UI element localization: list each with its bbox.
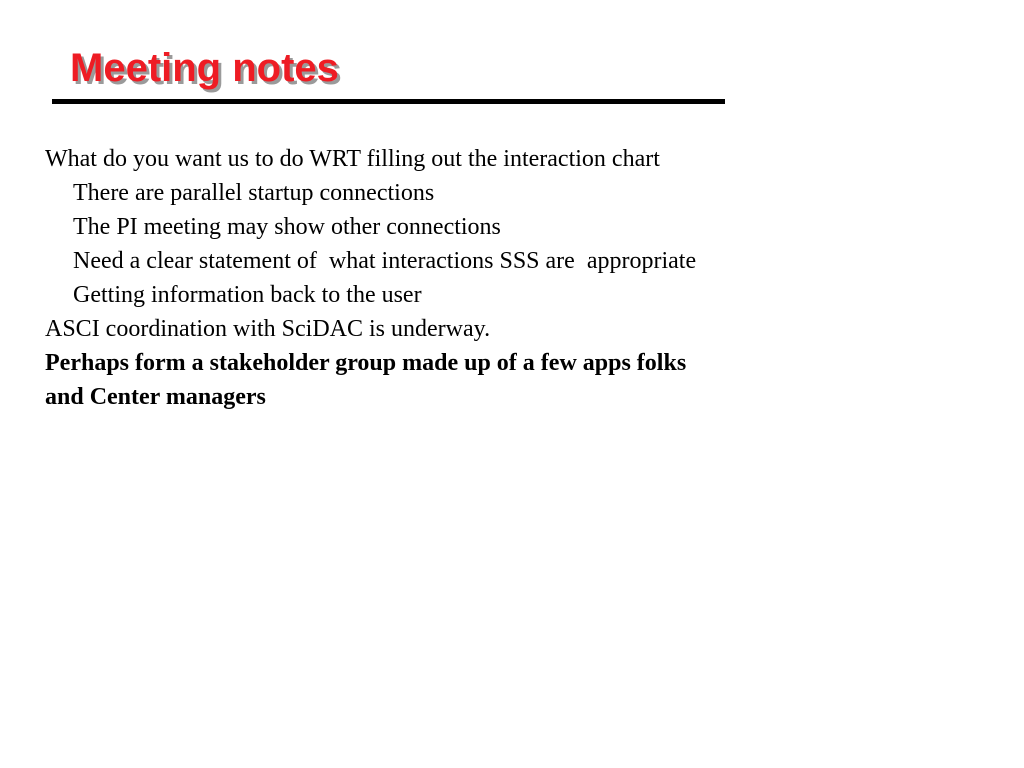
slide-title: Meeting notes xyxy=(70,46,339,90)
note-subline-info-back-to-user: Getting information back to the user xyxy=(73,282,422,308)
note-subline-pi-meeting: The PI meeting may show other connections xyxy=(73,214,501,240)
note-line-wrt-interaction-chart: What do you want us to do WRT filling out the interaction chart xyxy=(45,146,660,172)
note-line-asci-coordination: ASCI coordination with SciDAC is underway. xyxy=(45,316,491,342)
note-line-stakeholder-group: Perhaps form a stakeholder group made up of a few apps folks xyxy=(45,350,687,376)
note-subline-clear-statement: Need a clear statement of what interactions SSS are appropriate xyxy=(73,248,697,274)
note-subline-parallel-startup: There are parallel startup connections xyxy=(73,180,435,206)
title-underline xyxy=(52,99,725,104)
slide-body xyxy=(45,142,1005,414)
note-line-center-managers: and Center managers xyxy=(45,384,266,410)
